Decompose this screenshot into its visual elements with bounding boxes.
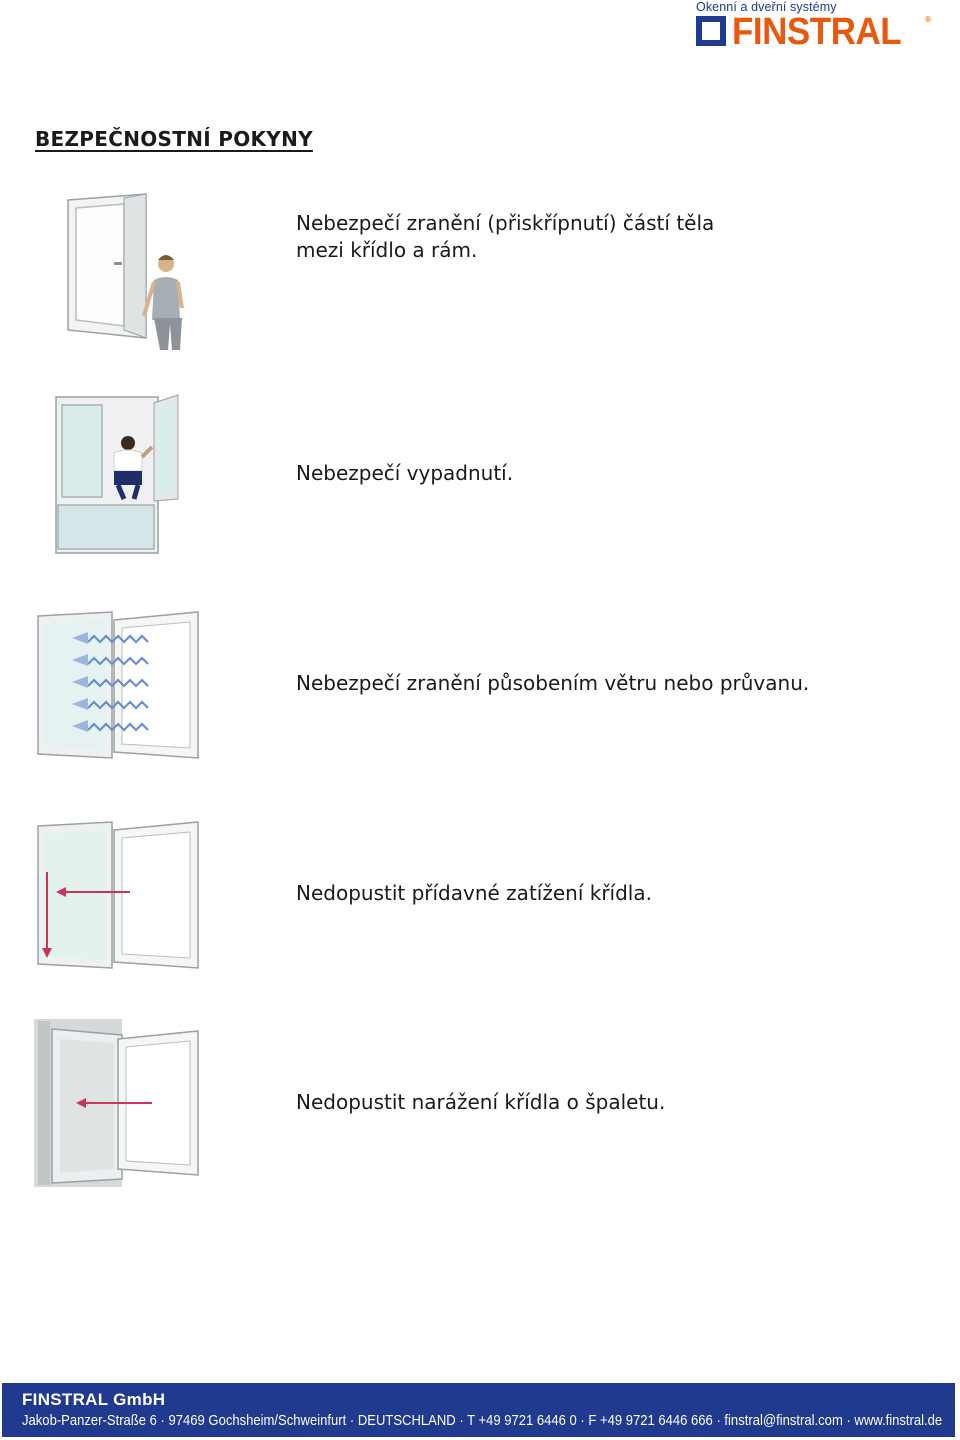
logo-brand: FINSTRAL	[732, 11, 902, 53]
logo-tagline: Okenní a dveřní systémy	[696, 0, 837, 14]
footer	[2, 1383, 955, 1437]
logo-square-icon	[696, 16, 726, 46]
warning-text: Nedopustit narážení křídla o špaletu.	[296, 1090, 666, 1114]
footer-company: FINSTRAL GmbH	[22, 1390, 166, 1409]
window-reveal-impact-icon	[34, 1019, 202, 1189]
page-title: BEZPEČNOSTNÍ POKYNY	[35, 127, 313, 151]
finstral-logo	[696, 0, 936, 56]
warning-text: Nebezpečí zranění (přiskřípnutí) částí těla mezi křídlo a rám.	[296, 211, 715, 262]
warning-text: Nebezpečí vypadnutí.	[296, 461, 514, 485]
window-load-icon	[36, 820, 202, 972]
footer-address: Jakob-Panzer-Straße 6 · 97469 Gochsheim/Schweinfurt · DEUTSCHLAND · T +49 9721 6446 0 · F +49 9721 6446 666 · finstral@finstral.com · www.finstral.de	[22, 1413, 943, 1429]
window-wind-icon	[36, 610, 202, 762]
warning-text: Nedopustit přídavné zatížení křídla.	[296, 881, 652, 905]
window-fall-person-icon	[54, 393, 184, 557]
logo-registered-mark: ®	[924, 15, 932, 24]
window-pinch-person-icon	[62, 190, 192, 352]
warning-text: Nebezpečí zranění působením větru nebo průvanu.	[296, 671, 810, 695]
